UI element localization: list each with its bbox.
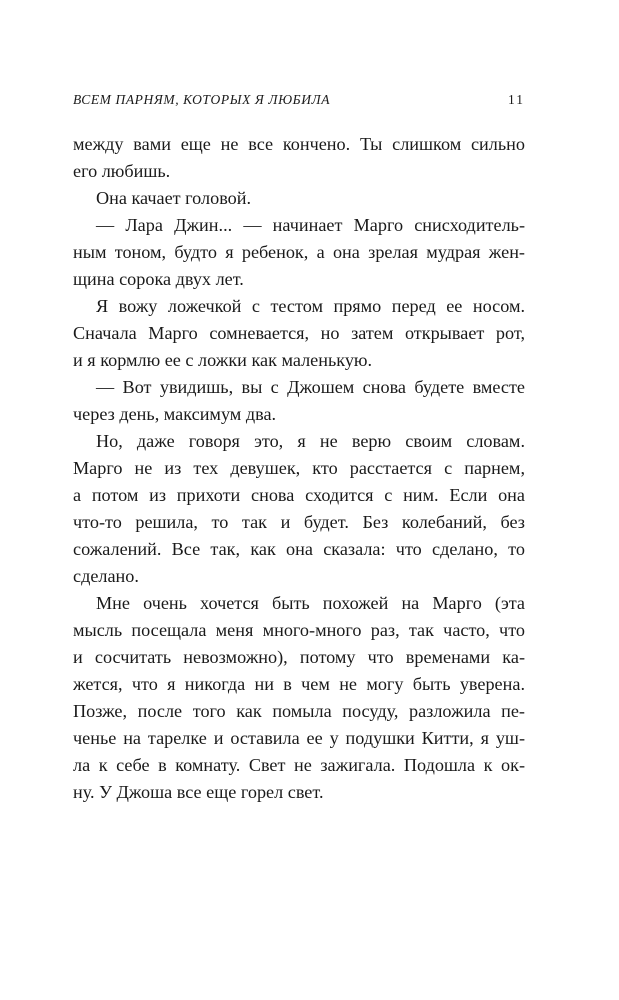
text-line: Позже, после того как помыла посуду, разложила пе-	[73, 701, 525, 721]
text-line: через день, максимум два.	[73, 404, 277, 424]
paragraph	[73, 131, 525, 185]
paragraph	[73, 185, 525, 212]
text-line: жется, что я никогда ни в чем не могу быть уверена.	[73, 674, 525, 694]
text-line: между вами еще не все кончено. Ты слишком сильно	[73, 134, 525, 154]
text-line: Мне очень хочется быть похожей на Марго (эта	[96, 593, 525, 613]
text-line: — Вот увидишь, вы с Джошем снова будете вместе	[96, 377, 525, 397]
paragraph	[73, 590, 525, 806]
text-line: Она качает головой.	[96, 188, 252, 208]
text-line: и я кормлю ее с ложки как маленькую.	[73, 350, 373, 370]
paragraph	[73, 293, 525, 374]
text-line: ным тоном, будто я ребенок, а она зрелая мудрая жен-	[73, 242, 525, 262]
text-line: и сосчитать невозможно), потому что временами ка-	[73, 647, 525, 667]
paragraph	[73, 374, 525, 428]
text-line: сделано.	[73, 566, 139, 586]
text-line: Но, даже говоря это, я не верю своим словам.	[96, 431, 525, 451]
text-line: Марго не из тех девушек, кто расстается с парнем,	[73, 458, 525, 478]
text-line: щина сорока двух лет.	[73, 269, 244, 289]
paragraph	[73, 212, 525, 293]
paragraph	[73, 428, 525, 590]
text-line: ченье на тарелке и оставила ее у подушки Китти, я уш-	[73, 728, 525, 748]
text-line: сожалений. Все так, как она сказала: что сделано, то	[73, 539, 525, 559]
body-text	[73, 131, 525, 806]
text-line: а потом из прихоти снова сходится с ним. Если она	[73, 485, 525, 505]
text-line: мысль посещала меня много-много раз, так часто, что	[73, 620, 525, 640]
running-head	[73, 92, 525, 114]
text-line: что-то решила, то так и будет. Без колебаний, без	[73, 512, 525, 532]
text-line: его любишь.	[73, 161, 171, 181]
text-line: ну. У Джоша все еще горел свет.	[73, 782, 324, 802]
text-line: ла к себе в комнату. Свет не зажигала. Подошла к ок-	[73, 755, 525, 775]
text-line: — Лара Джин... — начинает Марго снисходитель-	[96, 215, 525, 235]
text-line: Я вожу ложечкой с тестом прямо перед ее носом.	[96, 296, 525, 316]
text-line: Сначала Марго сомневается, но затем открывает рот,	[73, 323, 525, 343]
page-number: 11	[508, 92, 525, 107]
running-title: ВСЕМ ПАРНЯМ, КОТОРЫХ Я ЛЮБИЛА	[73, 92, 331, 107]
